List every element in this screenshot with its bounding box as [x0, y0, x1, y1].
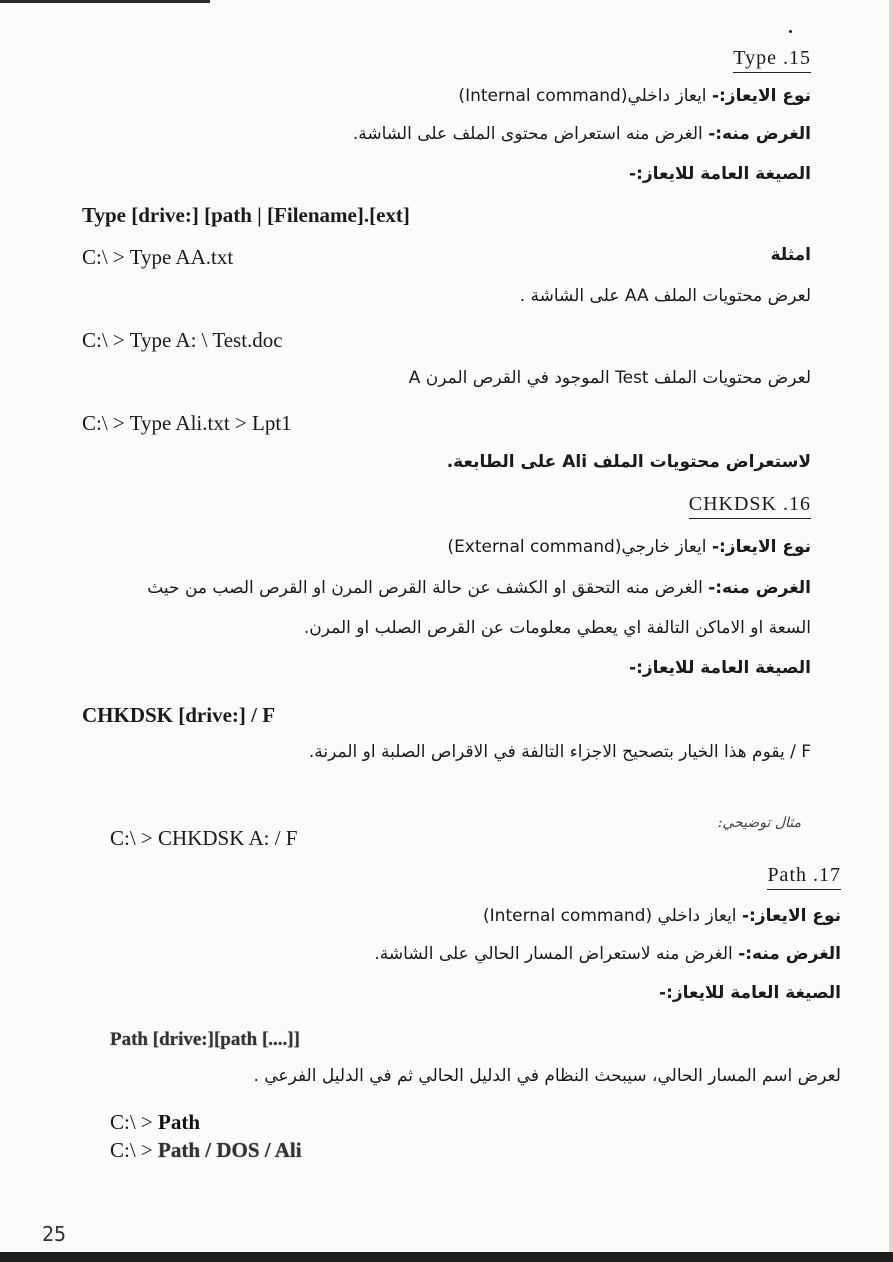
section-16-example-cmd: C:\ > CHKDSK A: / F	[110, 826, 298, 850]
scan-edge-top	[0, 0, 210, 3]
command: Path	[158, 1110, 201, 1134]
purpose-label: الغرض منه:-	[708, 578, 811, 598]
section-17-syntax-label: الصيغة العامة للايعاز:-	[659, 983, 841, 1003]
section-15-examples-label: امثلة	[770, 245, 811, 265]
section-16-option-desc: F / يقوم هذا الخيار بتصحيح الاجزاء التالفة في الاقراص الصلبة او المرنة.	[308, 742, 811, 762]
type-value: ايعاز داخلي(Internal command)	[458, 86, 707, 106]
section-16-purpose-line-2: السعة او الاماكن التالفة اي يعطي معلومات عن القرص الصلب او المرن.	[303, 618, 811, 638]
type-value: ايعاز خارجي(External command)	[447, 537, 707, 557]
section-17-heading: Path .17	[767, 864, 841, 890]
scan-edge-right	[889, 0, 893, 1262]
section-15-example-1-desc: لعرض محتويات الملف AA على الشاشة .	[519, 286, 811, 306]
section-17-example-2	[110, 1138, 302, 1163]
section-15-example-2-desc: لعرض محتويات الملف Test الموجود في القرص المرن A	[408, 368, 811, 388]
section-16-handwritten-note: مثال توضيحي:	[717, 815, 801, 831]
prompt: C:\ >	[110, 1110, 159, 1134]
section-15-purpose-line	[353, 124, 811, 144]
section-17-purpose-line	[374, 944, 841, 964]
section-16-syntax: CHKDSK [drive:] / F	[82, 703, 276, 727]
type-value: ايعاز داخلي (Internal command)	[483, 906, 737, 926]
section-15-type-line	[458, 86, 811, 106]
section-17-desc: لعرض اسم المسار الحالي، سيبحث النظام في الدليل الحالي ثم في الدليل الفرعي .	[253, 1066, 841, 1086]
section-15-example-2-cmd: C:\ > Type A: \ Test.doc	[82, 328, 283, 352]
scan-edge-bottom	[0, 1252, 893, 1262]
section-17-syntax: Path [drive:][path [....]]	[110, 1029, 300, 1050]
type-label: نوع الايعاز:-	[741, 906, 841, 926]
section-15-example-3-desc: لاستعراض محتويات الملف Ali على الطابعة.	[446, 452, 811, 472]
section-16-heading: CHKDSK .16	[689, 493, 811, 519]
scan-speck	[789, 30, 792, 33]
page-number: 25	[42, 1222, 67, 1246]
purpose-label: الغرض منه:-	[738, 944, 841, 964]
section-16-type-line	[447, 537, 811, 557]
section-17-type-line	[483, 906, 841, 926]
section-15-syntax-label: الصيغة العامة للايعاز:-	[629, 164, 811, 184]
section-16-purpose-line-1	[147, 578, 811, 598]
type-label: نوع الايعاز:-	[711, 537, 811, 557]
section-15-heading: Type .15	[733, 47, 811, 73]
purpose-value: الغرض منه التحقق او الكشف عن حالة القرص المرن او القرص الصب من حيث	[147, 578, 703, 598]
command: Path / DOS / Ali	[158, 1138, 302, 1162]
section-15-syntax: Type [drive:] [path | [Filename].[ext]	[82, 203, 410, 227]
purpose-value: الغرض منه استعراض محتوى الملف على الشاشة.	[352, 124, 703, 144]
section-17-example-1	[110, 1110, 200, 1135]
prompt: C:\ >	[110, 1138, 159, 1162]
purpose-label: الغرض منه:-	[708, 124, 811, 144]
section-15-example-3-cmd: C:\ > Type Ali.txt > Lpt1	[82, 411, 292, 435]
type-label: نوع الايعاز:-	[711, 86, 811, 106]
purpose-value: الغرض منه لاستعراض المسار الحالي على الشاشة.	[374, 944, 733, 964]
section-15-example-1-cmd: C:\ > Type AA.txt	[82, 245, 234, 269]
section-16-syntax-label: الصيغة العامة للايعاز:-	[629, 658, 811, 678]
